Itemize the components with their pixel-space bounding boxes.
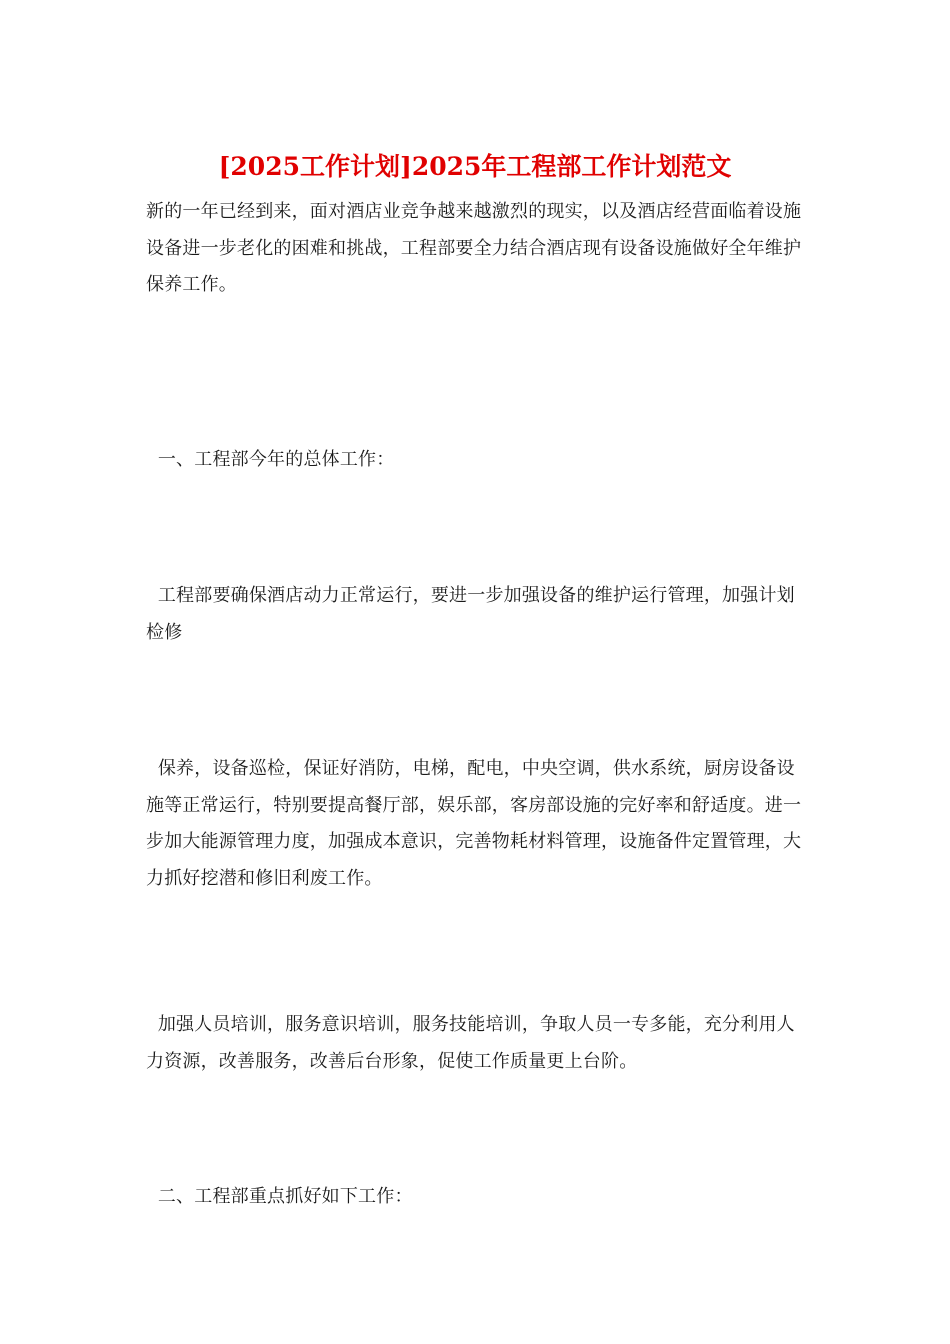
body-paragraph-3: 保养，设备巡检，保证好消防，电梯，配电，中央空调，供水系统，厨房设备设施等正常运行，特别要提高餐厅部，娱乐部，客房部设施的完好率和舒适度。进一步加大能源管理力度，加强成本意识，完善物耗材料管理，设施备件定置管理，大力抓好挖潜和修旧利废工作。	[146, 758, 802, 889]
body-paragraph-2: 工程部要确保酒店动力正常运行，要进一步加强设备的维护运行管理，加强计划检修	[146, 585, 795, 643]
section-heading-1: 一、工程部今年的总体工作：	[146, 449, 395, 470]
document-title: [2025工作计划]2025年工程部工作计划范文	[218, 152, 732, 181]
intro-paragraph: 新的一年已经到来，面对酒店业竞争越来越激烈的现实，以及酒店经营面临着设施设备进一步老化的困难和挑战，工程部要全力结合酒店现有设备设施做好全年维护保养工作。	[146, 201, 802, 295]
body-paragraph-4: 加强人员培训，服务意识培训，服务技能培训，争取人员一专多能，充分利用人力资源，改善服务，改善后台形象，促使工作质量更上台阶。	[146, 1014, 795, 1072]
section-heading-2: 二、工程部重点抓好如下工作：	[146, 1186, 413, 1207]
